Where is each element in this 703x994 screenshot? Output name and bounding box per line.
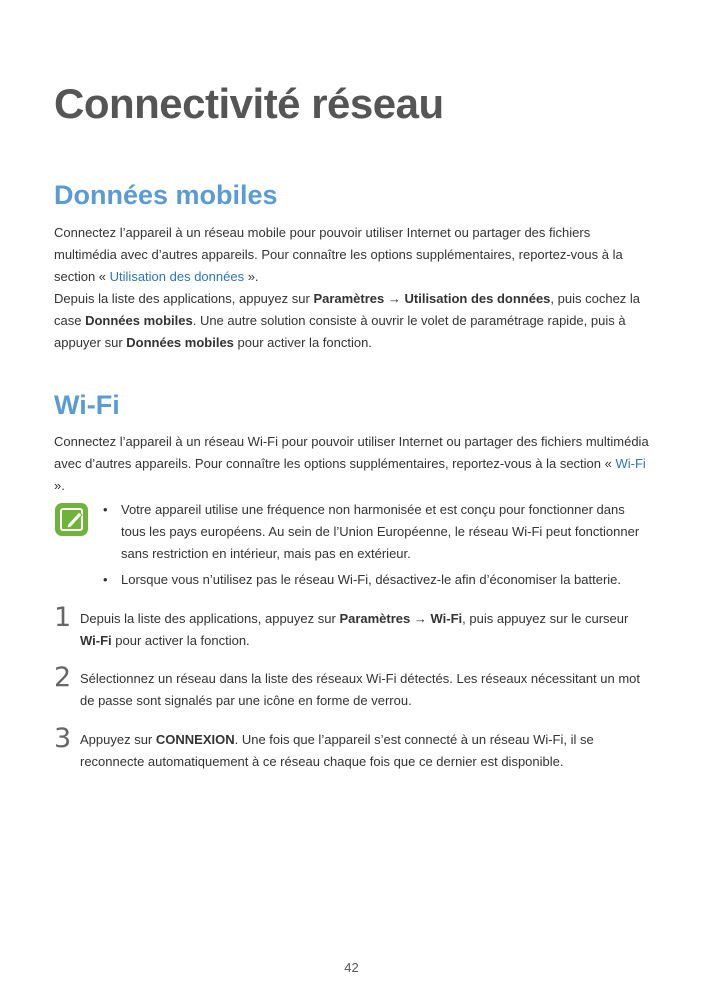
list-item: • Votre appareil utilise une fréquence non harmonisée et est conçu pour fonctionner dans tous les pays européens. Au sein de l’Union Européenne, le réseau Wi-Fi peut fonctionner sans restriction en intérieur, mais pas en extérieur. [103, 502, 640, 561]
step-number: 2 [54, 662, 72, 693]
step-text: Appuyez sur CONNEXION. Une fois que l’appareil s’est connecté à un réseau Wi-Fi, il se reconnecte automatiquement à ce réseau chaque fois que ce dernier est disponible. [80, 732, 594, 769]
list-item: • Lorsque vous n’utilisez pas le réseau Wi-Fi, désactivez-le afin d’économiser la batterie. [103, 572, 622, 587]
page-number: 42 [344, 960, 359, 975]
link-wifi[interactable]: Wi-Fi [615, 456, 646, 471]
step-text: Depuis la liste des applications, appuyez sur Paramètres → Wi-Fi, puis appuyez sur le curseur Wi-Fi pour activer la fonction. [80, 611, 629, 648]
step-text: Sélectionnez un réseau dans la liste des réseaux Wi-Fi détectés. Les réseaux nécessitant un mot de passe sont signalés par une icône en forme de verrou. [80, 671, 641, 708]
page-title: Connectivité réseau [54, 80, 444, 127]
link-data-usage[interactable]: Utilisation des données [109, 269, 245, 284]
note-pencil-icon [55, 503, 88, 536]
step-number: 3 [54, 723, 72, 754]
note-list [101, 499, 651, 591]
section-heading-wifi: Wi-Fi [54, 390, 120, 420]
section-heading-mobile-data: Données mobiles [54, 180, 278, 210]
mobile-data-intro: Connectez l’appareil à un réseau mobile pour pouvoir utiliser Internet ou partager des fichiers multimédia avec d’autres appareils. Pour connaître les options supplémentaires, reportez-vous à la section « Utilisation des données ». [54, 225, 623, 284]
step-number: 1 [54, 602, 72, 633]
wifi-intro: Connectez l’appareil à un réseau Wi-Fi pour pouvoir utiliser Internet ou partager des fichiers multimédia avec d’autres appareils. Pour connaître les options supplémentaires, reportez-vous à la section « Wi-Fi ». [54, 434, 649, 493]
mobile-data-instructions: Depuis la liste des applications, appuyez sur Paramètres → Utilisation des données, puis cochez la case Données mobiles. Une autre solution consiste à ouvrir le volet de paramétrage rapide, puis à appuyer sur Données mobiles pour activer la fonction. [54, 291, 641, 350]
